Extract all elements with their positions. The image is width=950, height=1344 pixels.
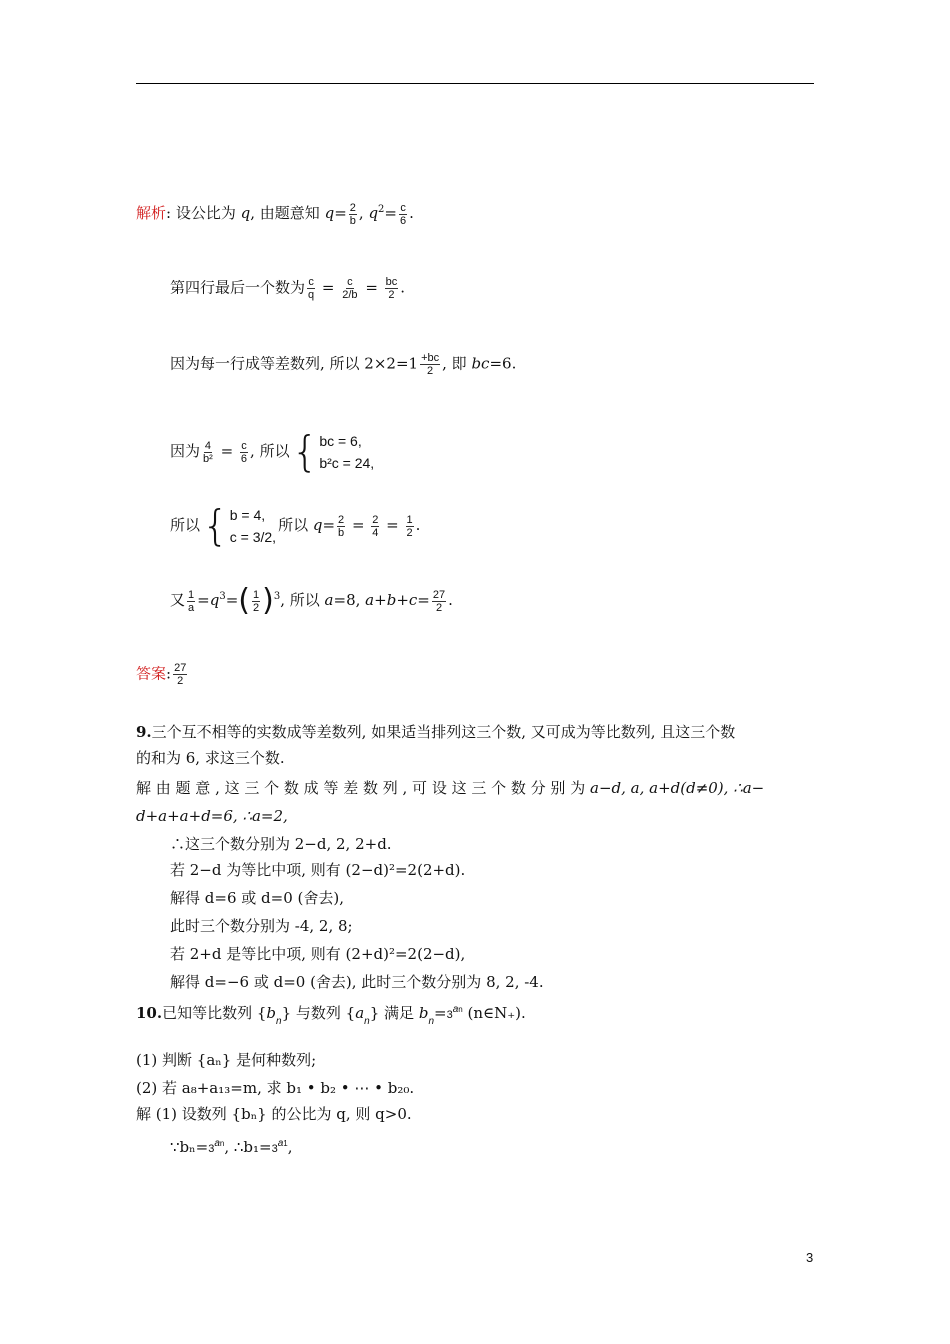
- fraction: $\frac{c}{6}$: [400, 201, 407, 227]
- problem-9-text-1: 9.三个互不相等的实数成等差数列, 如果适当排列这三个数, 又可成为等比数列, 且这三个数: [136, 723, 736, 741]
- fraction: $\frac{2}{b}$: [349, 201, 356, 227]
- equation-system: { b = 4, c = 3/2,: [202, 501, 277, 550]
- fraction: $\frac{2}{b}$: [338, 513, 345, 539]
- problem-9-solution-3: ∴这三个数分别为 2−d, 2, 2+d.: [170, 835, 392, 853]
- problem-9-solution-8: 解得 d=−6 或 d=0 (舍去), 此时三个数分别为 8, 2, -4.: [170, 973, 544, 991]
- analysis-line-3: 因为每一行成等差数列, 所以 2×2=1 $\frac{+bc}{2}$ , 即 bc=6.: [170, 352, 517, 377]
- problem-10-text: 10.已知等比数列 $\{b_n\}$ 与数列 $\{a_n\}$ 满足 $b_n=3an$ (n∈N₊).: [136, 1004, 526, 1027]
- fraction: $\frac{4}{\text{b²}}$: [203, 439, 213, 465]
- analysis-line-4: 因为 $\frac{4}{\text{b²}}$ = $\frac{c}{6}$ , 所以 { bc = 6, b²c = 24,: [170, 427, 375, 476]
- problem-9-solution-2: d+a+a+d=6, ∴a=2,: [136, 807, 288, 825]
- answer-fraction: $\frac{27}{2}$: [174, 662, 187, 687]
- problem-9-solution-7: 若 2+d 是等比中项, 则有 (2+d)²=2(2−d),: [170, 945, 466, 963]
- problem-9-text-2: 的和为 6, 求这三个数.: [136, 749, 285, 767]
- equation-system: { bc = 6, b²c = 24,: [291, 427, 375, 476]
- fraction: $\frac{1}{2}$: [253, 588, 260, 614]
- analysis-line-5: 所以 { b = 4, c = 3/2, 所以 q= $\frac{2}{b}$ = $\frac{2}{4}$ = $\frac{1}{2}$ .: [170, 501, 421, 550]
- fraction: $\frac{c}{6}$: [240, 439, 248, 465]
- fraction: $\frac{1}{a}$: [188, 588, 195, 614]
- problem-10-question-2: (2) 若 a₈+a₁₃=m, 求 b₁ • b₂ • ⋯ • b₂₀.: [136, 1079, 415, 1097]
- problem-10-question-1: (1) 判断 {aₙ} 是何种数列;: [136, 1051, 317, 1069]
- fraction: $\frac{+bc}{2}$: [421, 352, 440, 377]
- fraction: $\frac{1}{2}$: [406, 513, 413, 539]
- page-number: 3: [806, 1250, 814, 1265]
- analysis-line-1: 解析: 设公比为 q, 由题意知 q= $\frac{2}{b}$ , $q^2=$ $\frac{c}{6}$ .: [136, 201, 414, 227]
- problem-10-solution-2: ∵bₙ=3an, ∴b₁=3a1,: [170, 1138, 293, 1156]
- fraction: $\frac{c}{q}$: [308, 276, 315, 301]
- fraction: $\frac{2}{4}$: [372, 513, 379, 539]
- analysis-label: 解析: [136, 204, 167, 222]
- analysis-line-2: 第四行最后一个数为 $\frac{c}{q}$ = $\frac{c}{2/b}$ = $\frac{bc}{2}$ .: [170, 276, 406, 301]
- problem-9-solution-4: 若 2−d 为等比中项, 则有 (2−d)²=2(2+d).: [170, 861, 466, 879]
- problem-9-solution-6: 此时三个数分别为 -4, 2, 8;: [170, 917, 353, 935]
- problem-9-solution-1: 解 由 题 意 , 这 三 个 数 成 等 差 数 列 , 可 设 这 三 个 数 分 别 为 a−d, a, a+d(d≠0), ∴a−: [136, 779, 765, 797]
- answer-line: 答案: $\frac{27}{2}$: [136, 662, 187, 687]
- header-rule: [136, 83, 814, 84]
- fraction: $\frac{bc}{2}$: [385, 276, 398, 301]
- problem-9-solution-5: 解得 d=6 或 d=0 (舍去),: [170, 889, 344, 907]
- fraction: $\frac{27}{2}$: [432, 588, 446, 614]
- analysis-line-6: 又 $\frac{1}{a}$ $=q^3=$( $\frac{1}{2}$ )$^3$, 所以 a=8, a+b+c= $\frac{27}{2}$ .: [170, 583, 453, 618]
- fraction: $\frac{c}{2/b}$: [342, 276, 358, 301]
- answer-label: 答案: [136, 664, 167, 683]
- problem-10-solution-1: 解 (1) 设数列 {bₙ} 的公比为 q, 则 q>0.: [136, 1105, 412, 1123]
